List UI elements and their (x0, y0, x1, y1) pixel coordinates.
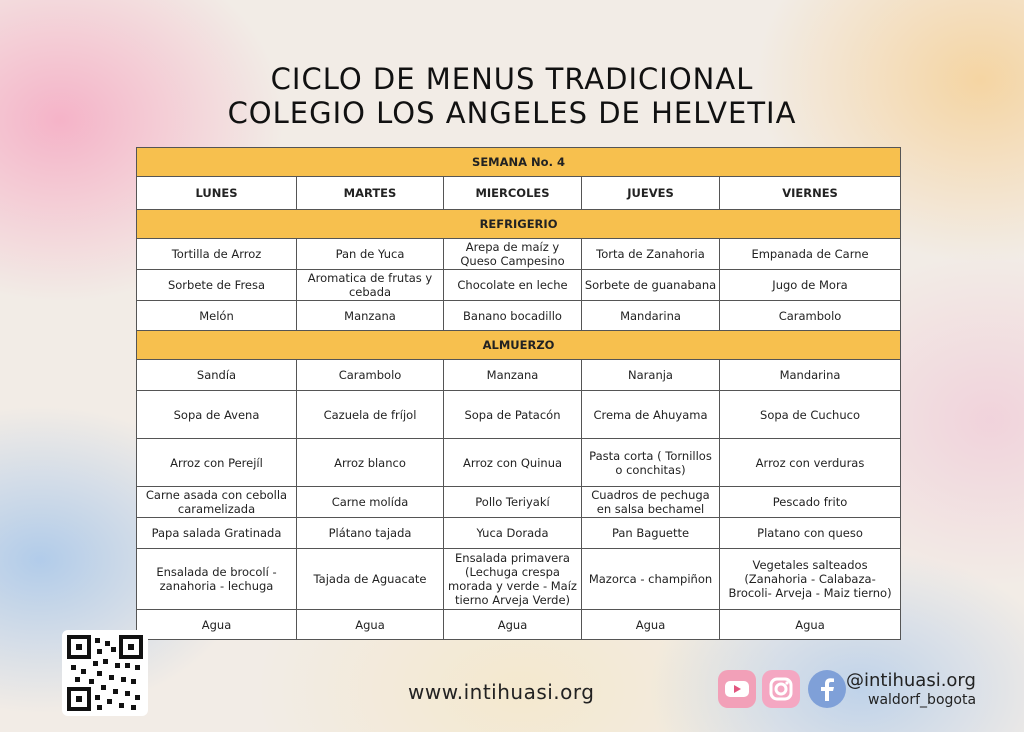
website-link[interactable]: www.intihuasi.org (408, 680, 595, 704)
youtube-icon[interactable] (718, 670, 756, 708)
table-cell: Pan de Yuca (297, 239, 444, 270)
qr-code-icon (62, 630, 148, 716)
table-cell: Pollo Teriyakí (444, 487, 582, 518)
table-cell: Manzana (297, 301, 444, 331)
day-header: JUEVES (582, 177, 720, 210)
table-cell: Mandarina (582, 301, 720, 331)
table-cell: Pescado frito (720, 487, 901, 518)
table-cell: Naranja (582, 360, 720, 391)
table-cell: Yuca Dorada (444, 518, 582, 549)
table-cell: Cuadros de pechuga en salsa bechamel (582, 487, 720, 518)
table-cell: Arroz blanco (297, 439, 444, 487)
refrigerio-label: REFRIGERIO (137, 210, 901, 239)
almuerzo-label: ALMUERZO (137, 331, 901, 360)
table-cell: Arroz con Perejíl (137, 439, 297, 487)
day-header: LUNES (137, 177, 297, 210)
table-cell: Papa salada Gratinada (137, 518, 297, 549)
social-handle: @intihuasi.org (846, 670, 976, 691)
table-cell: Sorbete de guanabana (582, 270, 720, 301)
table-cell: Crema de Ahuyama (582, 391, 720, 439)
table-cell: Carne asada con cebolla caramelizada (137, 487, 297, 518)
table-cell: Mandarina (720, 360, 901, 391)
social-handle-secondary: waldorf_bogota (868, 692, 977, 708)
facebook-icon[interactable] (808, 670, 846, 708)
table-cell: Aromatica de frutas y cebada (297, 270, 444, 301)
menu-table (136, 147, 901, 640)
table-cell: Ensalada de brocolí - zanahoria - lechuga (137, 549, 297, 610)
table-row (137, 487, 901, 518)
table-row (137, 301, 901, 331)
table-cell: Manzana (444, 360, 582, 391)
table-cell: Tajada de Aguacate (297, 549, 444, 610)
table-cell: Cazuela de fríjol (297, 391, 444, 439)
table-cell: Empanada de Carne (720, 239, 901, 270)
table-cell: Mazorca - champiñon (582, 549, 720, 610)
social-bar (718, 668, 1018, 718)
table-row (137, 439, 901, 487)
table-cell: Agua (720, 610, 901, 640)
title-line-1: CICLO DE MENUS TRADICIONAL (270, 62, 754, 96)
table-cell: Carambolo (297, 360, 444, 391)
table-cell: Melón (137, 301, 297, 331)
week-label: SEMANA No. 4 (137, 148, 901, 177)
days-header-row (137, 177, 901, 210)
instagram-icon[interactable] (762, 670, 800, 708)
table-cell: Pan Baguette (582, 518, 720, 549)
week-band (137, 148, 901, 177)
table-cell: Carne molída (297, 487, 444, 518)
table-cell: Platano con queso (720, 518, 901, 549)
table-cell: Sopa de Avena (137, 391, 297, 439)
table-cell: Arepa de maíz y Queso Campesino (444, 239, 582, 270)
table-cell: Vegetales salteados (Zanahoria - Calabaza- Brocoli- Arveja - Maiz tierno) (720, 549, 901, 610)
day-header: MARTES (297, 177, 444, 210)
table-cell: Tortilla de Arroz (137, 239, 297, 270)
table-cell: Carambolo (720, 301, 901, 331)
table-cell: Ensalada primavera (Lechuga crespa morada y verde - Maíz tierno Arveja Verde) (444, 549, 582, 610)
table-cell: Agua (137, 610, 297, 640)
table-cell: Chocolate en leche (444, 270, 582, 301)
table-cell: Plátano tajada (297, 518, 444, 549)
table-cell: Arroz con verduras (720, 439, 901, 487)
day-header: MIERCOLES (444, 177, 582, 210)
table-row (137, 360, 901, 391)
table-cell: Jugo de Mora (720, 270, 901, 301)
day-header: VIERNES (720, 177, 901, 210)
table-cell: Agua (582, 610, 720, 640)
refrigerio-band (137, 210, 901, 239)
table-row (137, 270, 901, 301)
table-cell: Torta de Zanahoria (582, 239, 720, 270)
table-cell: Banano bocadillo (444, 301, 582, 331)
table-cell: Agua (444, 610, 582, 640)
table-cell: Sandía (137, 360, 297, 391)
table-cell: Sopa de Patacón (444, 391, 582, 439)
table-row (137, 239, 901, 270)
title-line-2: COLEGIO LOS ANGELES DE HELVETIA (227, 96, 797, 130)
table-cell: Sorbete de Fresa (137, 270, 297, 301)
table-cell: Arroz con Quinua (444, 439, 582, 487)
table-row (137, 549, 901, 610)
almuerzo-band (137, 331, 901, 360)
table-row (137, 391, 901, 439)
table-cell: Sopa de Cuchuco (720, 391, 901, 439)
table-row (137, 610, 901, 640)
table-cell: Pasta corta ( Tornillos o conchitas) (582, 439, 720, 487)
table-cell: Agua (297, 610, 444, 640)
table-row (137, 518, 901, 549)
page-title (0, 62, 1024, 130)
